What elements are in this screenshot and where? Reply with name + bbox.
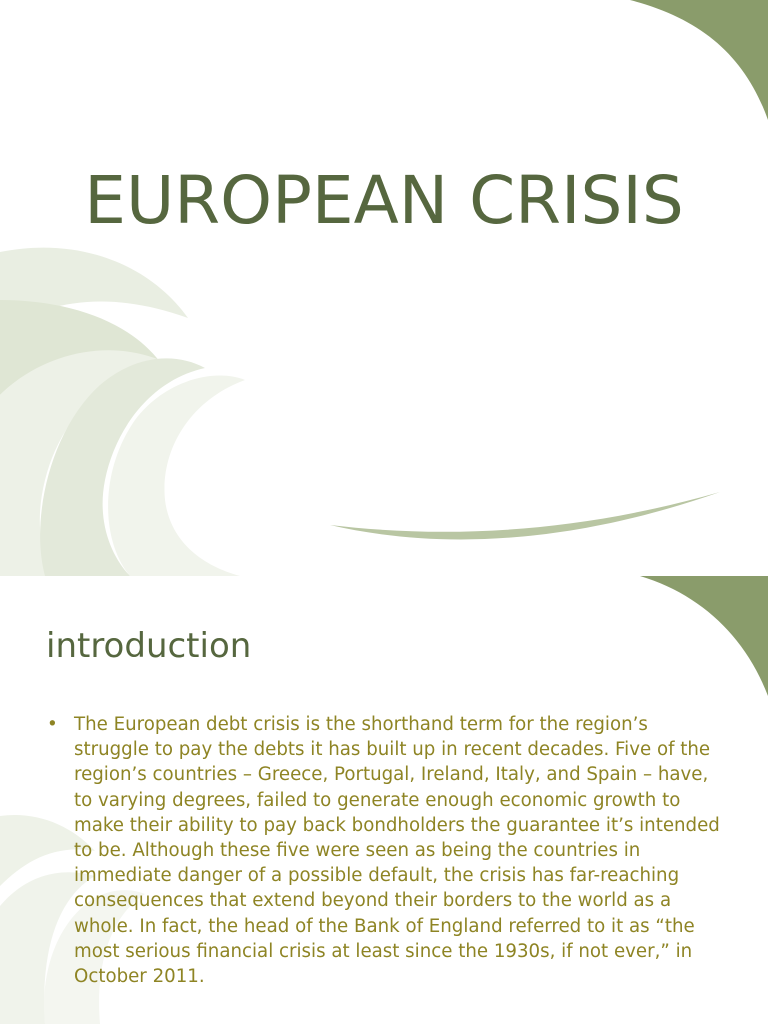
corner-swoosh-shape [630,0,768,120]
content-slide [0,576,768,1024]
bullet-symbol: • [47,714,58,735]
bullet-paragraph: The European debt crisis is the shorthand term for the region’s struggle to pay the debts it has built up in recent decades. Five of the region’s countries – Greece, Portugal, Ireland, Italy, and Spain – have, to varying degrees, failed to generate enough economic growth to make their ability to pay back bondholders the guarantee it’s intended to be. Although these five were seen as being the countries in immediate danger of a possible default, the crisis has far-reaching consequences that extend beyond their borders to the world as a whole. In fact, the head of the Bank of England referred to it as “the most serious financial crisis at least since the 1930s, if not ever,” in October 2011. [74,714,720,988]
corner-swoosh-shape-2 [640,576,768,696]
underline-swoosh [330,492,720,539]
slide-heading: introduction [46,626,252,666]
bullet-item [47,712,727,989]
slide-title: EUROPEAN CRISIS [84,162,684,239]
